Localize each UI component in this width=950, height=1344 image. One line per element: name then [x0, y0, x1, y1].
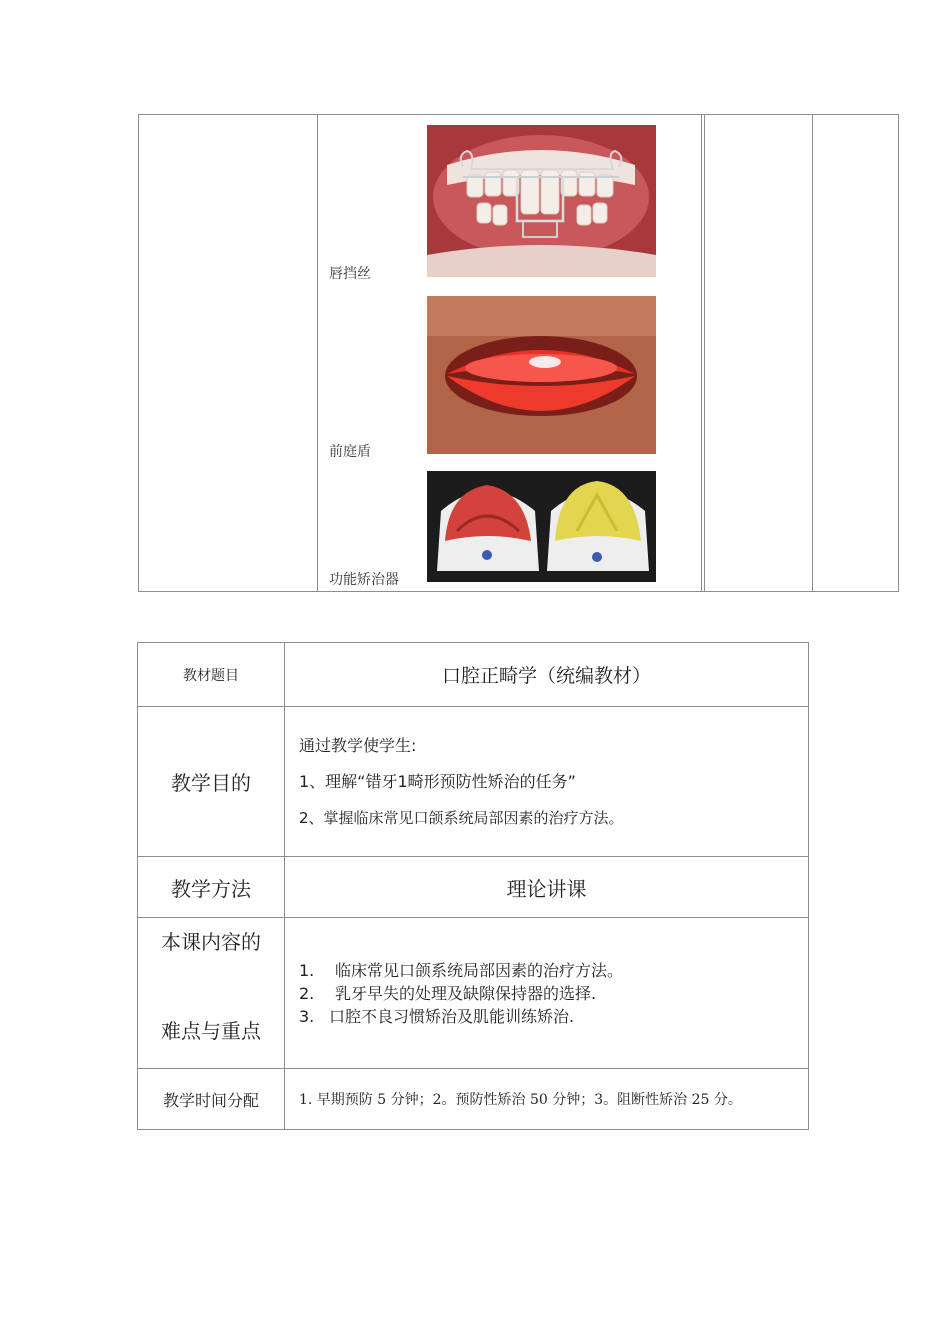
table-row: [138, 643, 809, 707]
list-text: 乳牙早失的处理及缺隙保持器的选择.: [335, 983, 597, 1003]
empty-right-column: [704, 115, 813, 591]
functional-appliance-photo: [427, 471, 656, 582]
photo-label: 前庭盾: [329, 444, 371, 460]
list-number: 2.: [299, 983, 315, 1003]
table-row: [138, 1069, 809, 1130]
textbook-title-value: 口腔正畸学（统编教材）: [285, 643, 809, 707]
teaching-purpose-content: [285, 707, 809, 857]
list-text: 口腔不良习惯矫治及肌能训练矫治.: [329, 1006, 575, 1026]
key-points-label: [138, 918, 285, 1069]
teaching-method-label: 教学方法: [138, 857, 285, 918]
key-label-line: 本课内容的: [161, 930, 261, 954]
purpose-line: 1、理解“错牙1畸形预防性矫治的任务”: [299, 771, 576, 791]
list-item: [285, 1005, 808, 1028]
photo-label: 唇挡丝: [329, 266, 371, 282]
table-row: [138, 918, 809, 1069]
table-row: [138, 707, 809, 857]
purpose-line: 通过教学使学生:: [299, 735, 417, 755]
list-item: [285, 959, 808, 982]
key-label-line: 难点与重点: [161, 1019, 261, 1043]
teaching-purpose-label: 教学目的: [138, 707, 285, 857]
list-item: [285, 982, 808, 1005]
time-allocation-label: 教学时间分配: [138, 1069, 285, 1130]
empty-left-column: [139, 115, 318, 591]
course-info-table: [137, 642, 809, 1130]
list-number: 1.: [299, 960, 315, 980]
list-text: 临床常见口颌系统局部因素的治疗方法。: [335, 960, 624, 980]
list-number: 3.: [299, 1006, 315, 1026]
textbook-title-label: 教材题目: [138, 643, 285, 707]
vestibular-shield-photo: [427, 296, 656, 454]
teaching-method-value: 理论讲课: [285, 857, 809, 918]
time-allocation-value: 1. 早期预防 5 分钟；2。预防性矫治 50 分钟；3。阻断性矫治 25 分。: [285, 1069, 809, 1130]
lip-bumper-photo: [427, 125, 656, 277]
table-row: [138, 857, 809, 918]
key-points-content: [285, 918, 809, 1069]
purpose-line: 2、掌握临床常见口颌系统局部因素的治疗方法。: [299, 808, 624, 827]
appliance-photo-table: [138, 114, 899, 592]
photo-label: 功能矫治器: [329, 572, 399, 588]
